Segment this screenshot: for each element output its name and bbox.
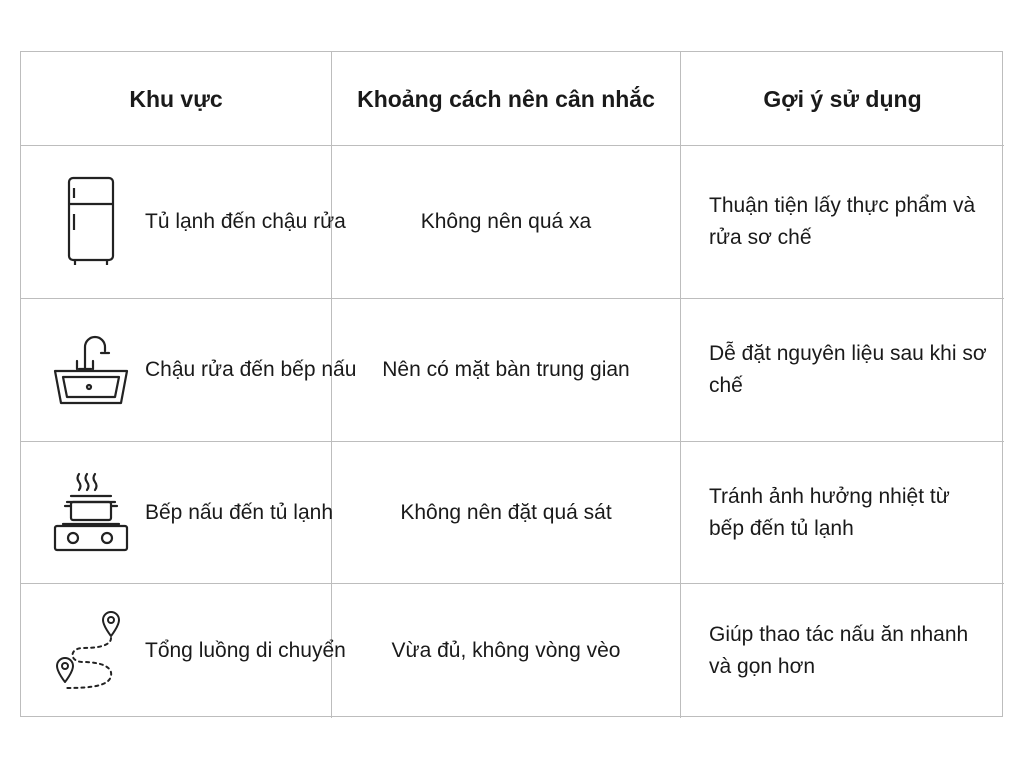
row-2-usage-text: Dễ đặt nguyên liệu sau khi sơ chế [709,342,987,397]
route-path-icon [49,601,133,701]
header-distance [332,52,681,146]
table-row-3-area [21,442,332,584]
table-row-2-distance [332,299,681,442]
row-1-distance-text: Không nên quá xa [420,210,592,233]
table-row-2-area [21,299,357,442]
table-row-4-distance [332,584,681,718]
header-usage [681,52,1004,146]
header-area-label: Khu vực [129,85,223,112]
header-usage-label: Gợi ý sử dụng [763,85,922,112]
table-row-1-distance [332,146,681,299]
table-row-1-usage [681,146,1004,299]
row-1-usage-text: Thuận tiện lấy thực phẩm và rửa sơ chế [709,194,976,249]
table-row-1-area [21,146,346,299]
row-3-distance-text: Không nên đặt quá sát [400,500,612,524]
sink-faucet-icon [49,320,133,420]
stove-pot-icon [49,463,133,563]
kitchen-distance-table [20,51,1003,717]
row-4-distance-text: Vừa đủ, không vòng vèo [391,639,621,662]
row-2-area-label: Chậu rửa đến bếp nấu [145,358,357,381]
row-4-usage-text: Giúp thao tác nấu ăn nhanh và gọn hơn [709,623,969,678]
table-row-4-area [21,584,346,718]
table-row-4-usage [681,584,1004,718]
header-distance-label: Khoảng cách nên cân nhắc [357,85,655,112]
table-row-3-usage [681,442,1004,584]
row-3-area-label: Bếp nấu đến tủ lạnh [145,500,333,524]
table-row-2-usage [681,299,1004,442]
row-1-area-label: Tủ lạnh đến chậu rửa [145,210,346,233]
refrigerator-icon [49,172,133,272]
table-row-3-distance [332,442,681,584]
row-2-distance-text: Nên có mặt bàn trung gian [382,358,630,381]
row-3-usage-text: Tránh ảnh hưởng nhiệt từ bếp đến tủ lạnh [709,484,950,540]
row-4-area-label: Tổng luồng di chuyển [145,639,346,662]
header-area [21,52,332,146]
